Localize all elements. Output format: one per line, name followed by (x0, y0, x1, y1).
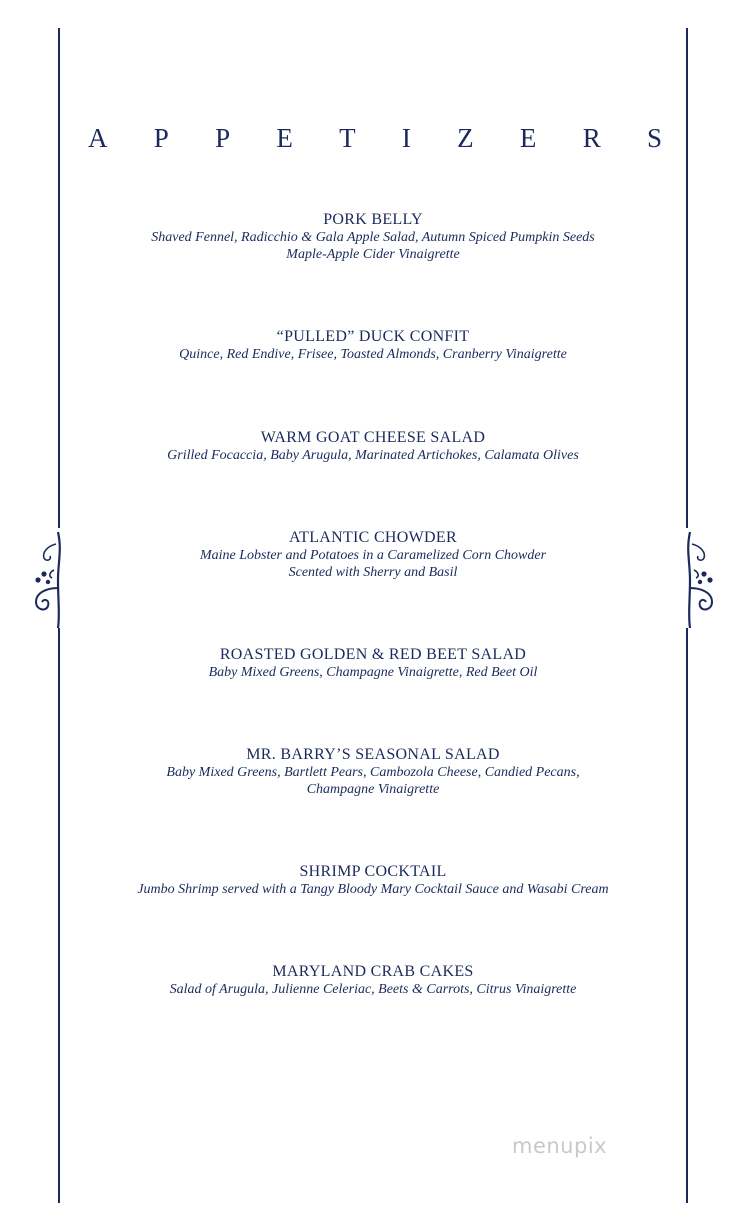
menu-item-name: ROASTED GOLDEN & RED BEET SALAD (219, 646, 527, 663)
menu-item-name: MR. BARRY’S SEASONAL SALAD (246, 746, 500, 763)
menu-item-description: Baby Mixed Greens, Bartlett Pears, Cambozola Cheese, Candied Pecans, (166, 765, 580, 780)
heading-letter: E (276, 122, 293, 153)
menu-item-description: Grilled Focaccia, Baby Arugula, Marinated Artichokes, Calamata Olives (167, 448, 579, 463)
menu-item-shrimp-cocktail (60, 862, 686, 898)
menu-item-duck-confit (60, 327, 686, 363)
heading-letter: T (339, 122, 356, 153)
menu-item-description: Jumbo Shrimp served with a Tangy Bloody Mary Cocktail Sauce and Wasabi Cream (137, 882, 609, 897)
menu-item-name: SHRIMP COCKTAIL (299, 863, 447, 880)
menu-item-description: Scented with Sherry and Basil (288, 565, 458, 580)
menu-item-name: “PULLED” DUCK CONFIT (276, 328, 470, 345)
menu-item-description: Shaved Fennel, Radicchio & Gala Apple Salad, Autumn Spiced Pumpkin Seeds (151, 230, 595, 245)
flourish-right-icon (680, 530, 720, 630)
heading-letter: R (582, 122, 601, 153)
menu-item-seasonal-salad (60, 745, 686, 798)
right-border-rule-top (686, 28, 688, 528)
section-heading-appetizers (88, 118, 662, 158)
menu-item-name: ATLANTIC CHOWDER (289, 529, 457, 546)
menu-item-description: Quince, Red Endive, Frisee, Toasted Almonds, Cranberry Vinaigrette (179, 347, 567, 362)
right-border-rule-bottom (686, 628, 688, 1203)
menu-item-goat-cheese-salad (60, 428, 686, 464)
heading-letter: P (153, 122, 169, 153)
left-border-rule-bottom (58, 628, 60, 1203)
heading-letter: A (88, 122, 108, 153)
menu-item-description: Maple-Apple Cider Vinaigrette (286, 247, 460, 262)
heading-letter: E (519, 122, 537, 153)
menu-item-name: MARYLAND CRAB CAKES (272, 963, 474, 980)
menu-item-description: Baby Mixed Greens, Champagne Vinaigrette, Red Beet Oil (208, 665, 538, 680)
menu-item-crab-cakes (60, 962, 686, 998)
heading-letter: S (646, 122, 662, 153)
heading-letter: P (215, 122, 231, 153)
menu-item-pork-belly (60, 210, 686, 263)
menu-item-name: WARM GOAT CHEESE SALAD (260, 429, 486, 446)
menu-item-beet-salad (60, 645, 686, 681)
menu-item-description: Maine Lobster and Potatoes in a Caramelized Corn Chowder (199, 548, 547, 563)
heading-letter: Z (457, 122, 474, 153)
menu-item-atlantic-chowder (60, 528, 686, 581)
heading-letter: I (401, 122, 411, 153)
menu-item-name: PORK BELLY (323, 211, 423, 228)
watermark-logo: menupix (512, 1134, 608, 1158)
menu-item-description: Salad of Arugula, Julienne Celeriac, Beets & Carrots, Citrus Vinaigrette (169, 982, 577, 997)
menu-item-description: Champagne Vinaigrette (306, 782, 440, 797)
